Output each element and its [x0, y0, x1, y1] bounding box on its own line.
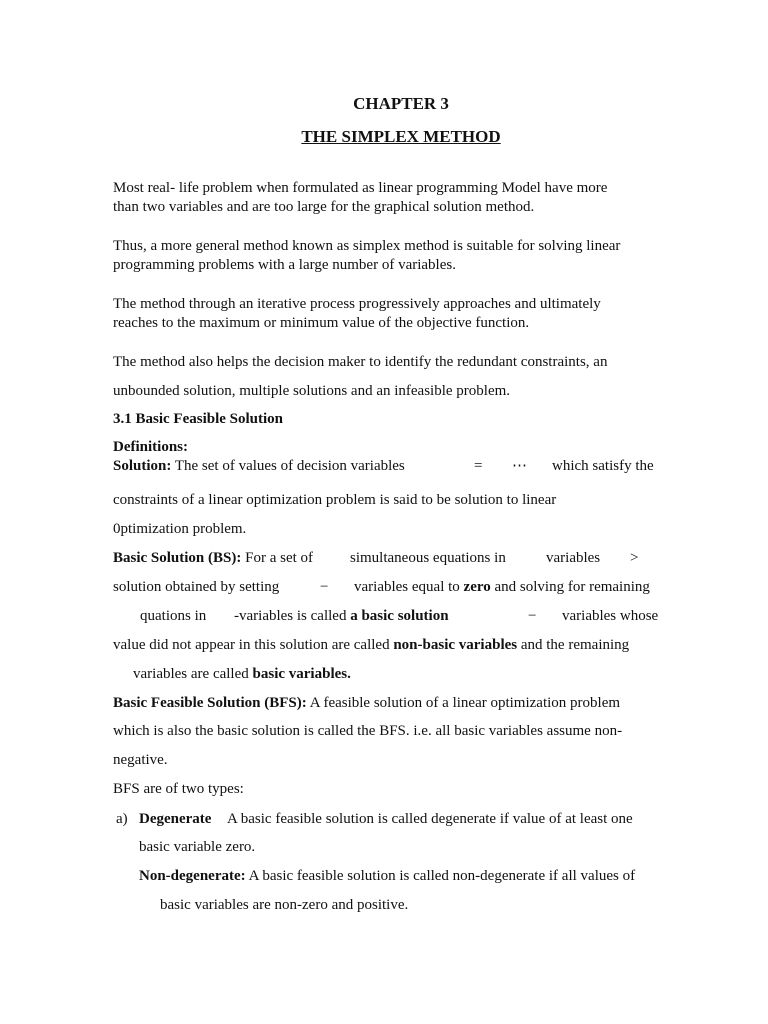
text-line: negative. — [113, 752, 168, 768]
text-line: basic variable zero. — [139, 839, 256, 855]
text-line: reaches to the maximum or minimum value of the objective function. — [113, 315, 530, 331]
text: For a set of — [241, 550, 314, 566]
text-line: variables — [546, 550, 601, 566]
text-line — [133, 665, 351, 683]
text-line: simultaneous equations in — [350, 550, 506, 566]
text-line: The method also helps the decision maker to identify the redundant constraints, an — [113, 354, 608, 370]
emphasis: non-basic variables — [393, 637, 518, 653]
text-line — [354, 578, 650, 596]
minus-sign: − — [320, 579, 329, 595]
text-line: basic variables are non-zero and positive. — [160, 897, 409, 913]
bfs-types-intro: BFS are of two types: — [113, 781, 244, 797]
emphasis: basic variables. — [252, 666, 351, 682]
list-marker: a) — [116, 811, 128, 827]
text-line: which is also the basic solution is called the BFS. i.e. all basic variables assume non- — [113, 723, 623, 739]
text-line: which satisfy the — [552, 458, 654, 474]
text: A feasible solution of a linear optimization problem — [306, 695, 621, 711]
definitions-heading: Definitions: — [113, 439, 188, 455]
text: -variables is called — [234, 608, 351, 624]
term: Degenerate — [139, 811, 212, 827]
text-line: constraints of a linear optimization problem is said to be solution to linear — [113, 492, 557, 508]
text-line: A basic feasible solution is called degenerate if value of at least one — [227, 811, 633, 827]
chapter-heading: CHAPTER 3 — [353, 94, 449, 113]
text: and the remaining — [517, 637, 630, 653]
text-line: unbounded solution, multiple solutions and an infeasible problem. — [113, 383, 511, 399]
text-line: quations in — [140, 608, 207, 624]
text-line: 0ptimization problem. — [113, 521, 247, 537]
greater-than-sign: > — [630, 550, 639, 566]
text-line — [113, 694, 620, 712]
text-line: solution obtained by setting — [113, 579, 280, 595]
emphasis: zero — [463, 579, 491, 595]
ellipsis: ⋯ — [512, 458, 527, 474]
term: Non-degenerate: — [139, 868, 246, 884]
term: Basic Feasible Solution (BFS): — [113, 695, 307, 711]
text: A basic feasible solution is called non-degenerate if all values of — [245, 868, 636, 884]
page-title: THE SIMPLEX METHOD — [301, 127, 501, 146]
text-line — [139, 867, 635, 885]
text-line: Most real- life problem when formulated as linear programming Model have more — [113, 180, 608, 196]
text-line: The method through an iterative process progressively approaches and ultimately — [113, 296, 601, 312]
text: and solving for remaining — [490, 579, 650, 595]
text-line: than two variables and are too large for the graphical solution method. — [113, 199, 535, 215]
minus-sign: − — [528, 608, 537, 624]
section-heading: 3.1 Basic Feasible Solution — [113, 411, 284, 427]
text: variables equal to — [354, 579, 464, 595]
text-line — [113, 636, 629, 654]
text-line: Thus, a more general method known as simplex method is suitable for solving linear — [113, 238, 621, 254]
text: value did not appear in this solution are called — [113, 637, 394, 653]
term: Solution: — [113, 458, 172, 474]
text-line: programming problems with a large number of variables. — [113, 257, 456, 273]
equals-sign: = — [474, 458, 483, 474]
term: Basic Solution (BS): — [113, 550, 242, 566]
text: variables are called — [133, 666, 253, 682]
text-line: variables whose — [562, 608, 659, 624]
text: The set of values of decision variables — [171, 458, 405, 474]
text-line — [113, 457, 405, 475]
text-line — [234, 607, 449, 625]
emphasis: a basic solution — [350, 608, 449, 624]
text-line — [113, 549, 313, 567]
